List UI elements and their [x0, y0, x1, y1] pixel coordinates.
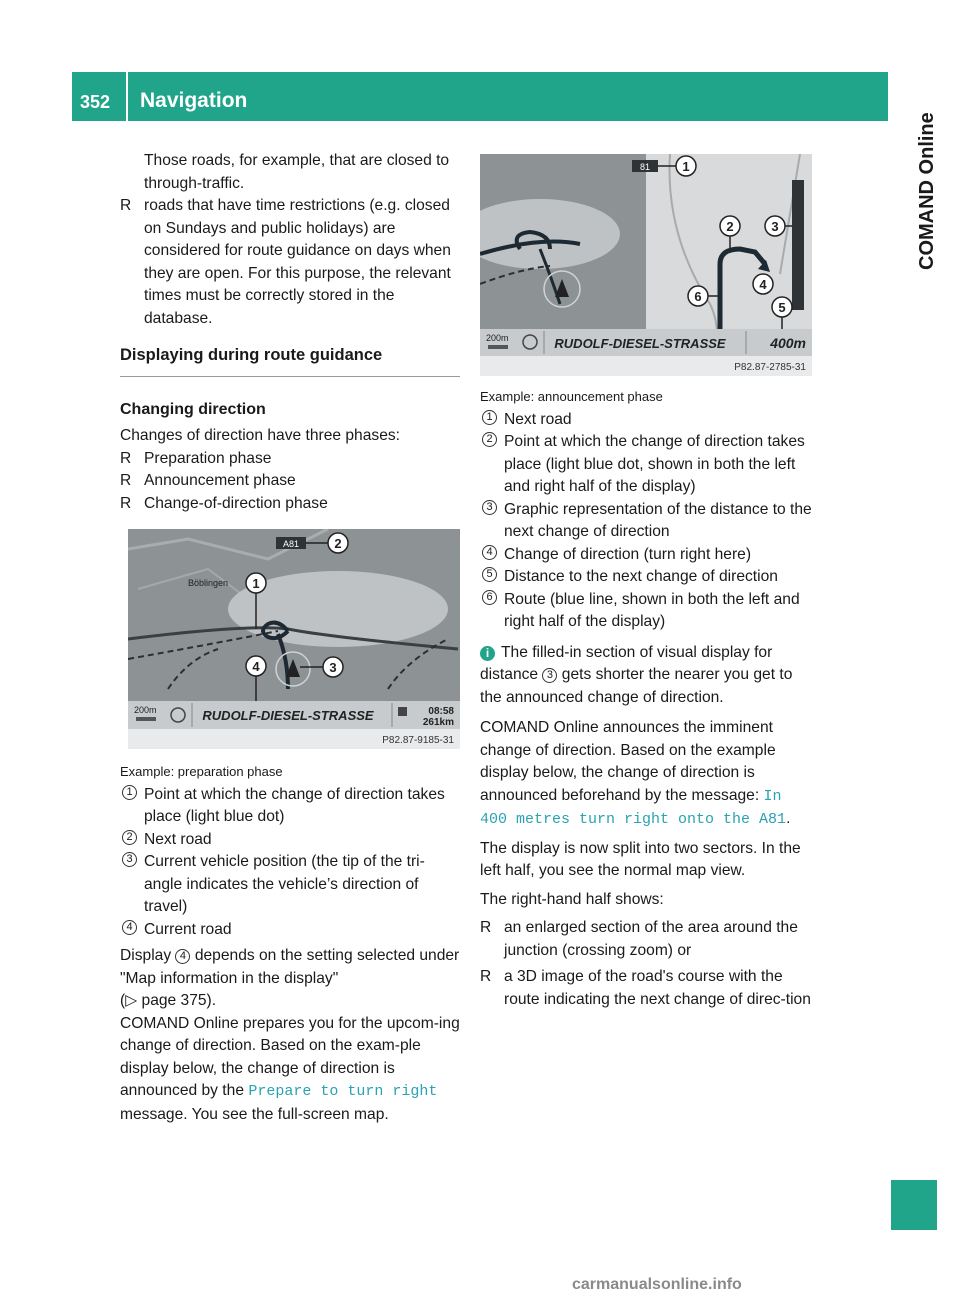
legend-number: 4	[482, 545, 497, 560]
figure-code: P82.87-9185-31	[382, 735, 454, 746]
text-fragment: The filled-in section of visual display for distance	[480, 643, 773, 683]
bullet-text: roads that have time restrictions (e.g. closed on Sundays and public holidays) are considered for route guidance on days when they are open. For this purpose, the relevant times must be correctly stored in the database.	[144, 197, 451, 327]
header-separator	[126, 72, 128, 121]
callout-label: 6	[694, 289, 702, 304]
display-note	[120, 945, 460, 990]
legend-item	[480, 589, 815, 634]
legend-number: 1	[482, 410, 497, 425]
bullet-marker: R	[480, 968, 492, 985]
street-label: RUDOLF-DIESEL-STRASSE	[554, 336, 726, 351]
section-heading-wrap	[120, 344, 460, 377]
page-reference[interactable]: (▷ page 375).	[120, 992, 217, 1009]
flag-icon	[398, 707, 407, 716]
legend-item	[480, 566, 815, 589]
bullet-item	[480, 917, 815, 962]
arrival-time: 08:58	[428, 706, 454, 717]
phase-item	[120, 448, 460, 471]
remaining-distance: 261km	[422, 717, 454, 728]
turn-distance: 400m	[770, 335, 806, 351]
left-column	[120, 150, 460, 1126]
info-icon: i	[480, 646, 495, 661]
bullet-marker: R	[120, 494, 132, 512]
text-fragment: Display	[120, 947, 172, 964]
legend-item	[480, 409, 815, 432]
side-tab-label: COMAND Online	[916, 112, 938, 270]
announce-paragraph	[480, 717, 815, 832]
legend-number: 4	[122, 920, 137, 935]
bullet-marker: R	[480, 919, 492, 936]
scale-label: 200m	[134, 705, 157, 715]
legend-text: Graphic representation of the distance to the next change of direction	[504, 500, 812, 540]
paragraph: Those roads, for example, that are closed to through-traffic.	[144, 152, 450, 192]
display-message: In 400 metres turn right onto the A81	[480, 787, 787, 828]
callout-label: 4	[759, 277, 767, 292]
page-number: 352	[80, 92, 111, 112]
bullet-marker: R	[120, 197, 132, 214]
chapter-title: Navigation	[140, 89, 248, 112]
callout-label: 4	[252, 659, 260, 674]
phase-text: Preparation phase	[144, 449, 272, 467]
inline-number: 4	[175, 949, 190, 964]
city-label: Böblingen	[188, 578, 229, 588]
legend-item	[120, 851, 460, 919]
announcement-phase-figure	[480, 154, 812, 376]
preparation-phase-figure	[128, 529, 460, 749]
legend-item	[120, 784, 460, 829]
phase-item	[120, 493, 460, 516]
bullet-text: a 3D image of the road's course with the route indicating the next change of direc-tion	[504, 968, 811, 1008]
legend-text: Point at which the change of direction takes place (light blue dot, shown in both the left and right half of the display)	[504, 433, 805, 495]
map-announcement	[480, 154, 812, 376]
legend-item	[480, 431, 815, 499]
legend-item	[480, 544, 815, 567]
phase-text: Change-of-direction phase	[144, 494, 328, 512]
callout-label: 1	[252, 576, 260, 591]
info-note	[480, 642, 815, 710]
legend-number: 5	[482, 567, 497, 582]
legend-number: 6	[482, 590, 497, 605]
legend-number: 1	[122, 785, 137, 800]
inline-number: 3	[542, 668, 557, 683]
legend-number: 2	[482, 432, 497, 447]
text-fragment: depends on the setting selected under "Map information in the display"	[120, 947, 460, 987]
legend-text: Current road	[144, 920, 232, 938]
figure-caption: Example: preparation phase	[120, 764, 283, 779]
text-fragment: COMAND Online prepares you for the upcom-ing change of direction. Based on the exam-ple display below, the change of direction is announced by the	[120, 1014, 460, 1099]
legend-item	[480, 499, 815, 544]
side-tab-block	[891, 1180, 937, 1230]
text-fragment: .	[786, 810, 791, 827]
legend-text: Point at which the change of direction takes place (light blue dot)	[144, 785, 445, 825]
bullet-marker: R	[120, 449, 132, 467]
phase-item	[120, 470, 460, 493]
map-preparation	[128, 529, 460, 749]
bullet-marker: R	[120, 472, 132, 489]
road-sign-label: 81	[639, 162, 651, 172]
figure-caption: Example: announcement phase	[480, 389, 663, 404]
text-fragment: COMAND Online announces the imminent change of direction. Based on the example display below, the change of direction is announced beforehand by the message:	[480, 719, 776, 804]
callout-label: 2	[334, 536, 342, 551]
callout-label: 1	[682, 159, 690, 174]
bullet-text: an enlarged section of the area around the junction (crossing zoom) or	[504, 919, 798, 959]
rhs-paragraph: The right-hand half shows:	[480, 890, 664, 908]
prepare-paragraph	[120, 1013, 460, 1127]
intro-text: Changes of direction have three phases:	[120, 427, 401, 444]
legend-text: Route (blue line, shown in both the left and right half of the display)	[504, 590, 800, 630]
legend-text: Current vehicle position (the tip of the tri-angle indicates the vehicle’s direction of travel)	[144, 853, 425, 915]
scale-label: 200m	[486, 333, 509, 343]
callout-label: 5	[778, 300, 786, 315]
display-message: Prepare to turn right	[248, 1083, 438, 1100]
legend-number: 2	[122, 830, 137, 845]
callout-label: 3	[771, 219, 779, 234]
section-title: Displaying during route guidance	[120, 346, 383, 364]
legend-text: Next road	[144, 830, 212, 848]
bullet-item	[120, 195, 460, 330]
legend-text: Distance to the next change of direction	[504, 568, 778, 585]
callout-label: 2	[726, 219, 734, 234]
legend-number: 3	[122, 852, 137, 867]
text-fragment: message. You see the full-screen map.	[120, 1105, 389, 1123]
phase-text: Announcement phase	[144, 472, 296, 489]
legend-text: Next road	[504, 410, 572, 428]
sub-heading: Changing direction	[120, 400, 266, 418]
distance-bar	[792, 180, 804, 310]
bullet-item	[480, 966, 815, 1011]
legend-text: Change of direction (turn right here)	[504, 545, 752, 563]
road-sign-label: A81	[282, 539, 300, 549]
text-fragment: gets shorter the nearer you get to the announced change of direction.	[480, 666, 793, 706]
street-label: RUDOLF-DIESEL-STRASSE	[202, 708, 374, 723]
watermark: carmanualsonline.info	[572, 1276, 742, 1293]
right-column	[480, 150, 815, 1011]
legend-item	[120, 829, 460, 852]
callout-label: 3	[329, 660, 337, 675]
legend-item	[120, 919, 460, 942]
figure-code: P82.87-2785-31	[734, 362, 806, 373]
legend-number: 3	[482, 500, 497, 515]
split-paragraph: The display is now split into two sectors. In the left half, you see the normal map view.	[480, 839, 801, 879]
